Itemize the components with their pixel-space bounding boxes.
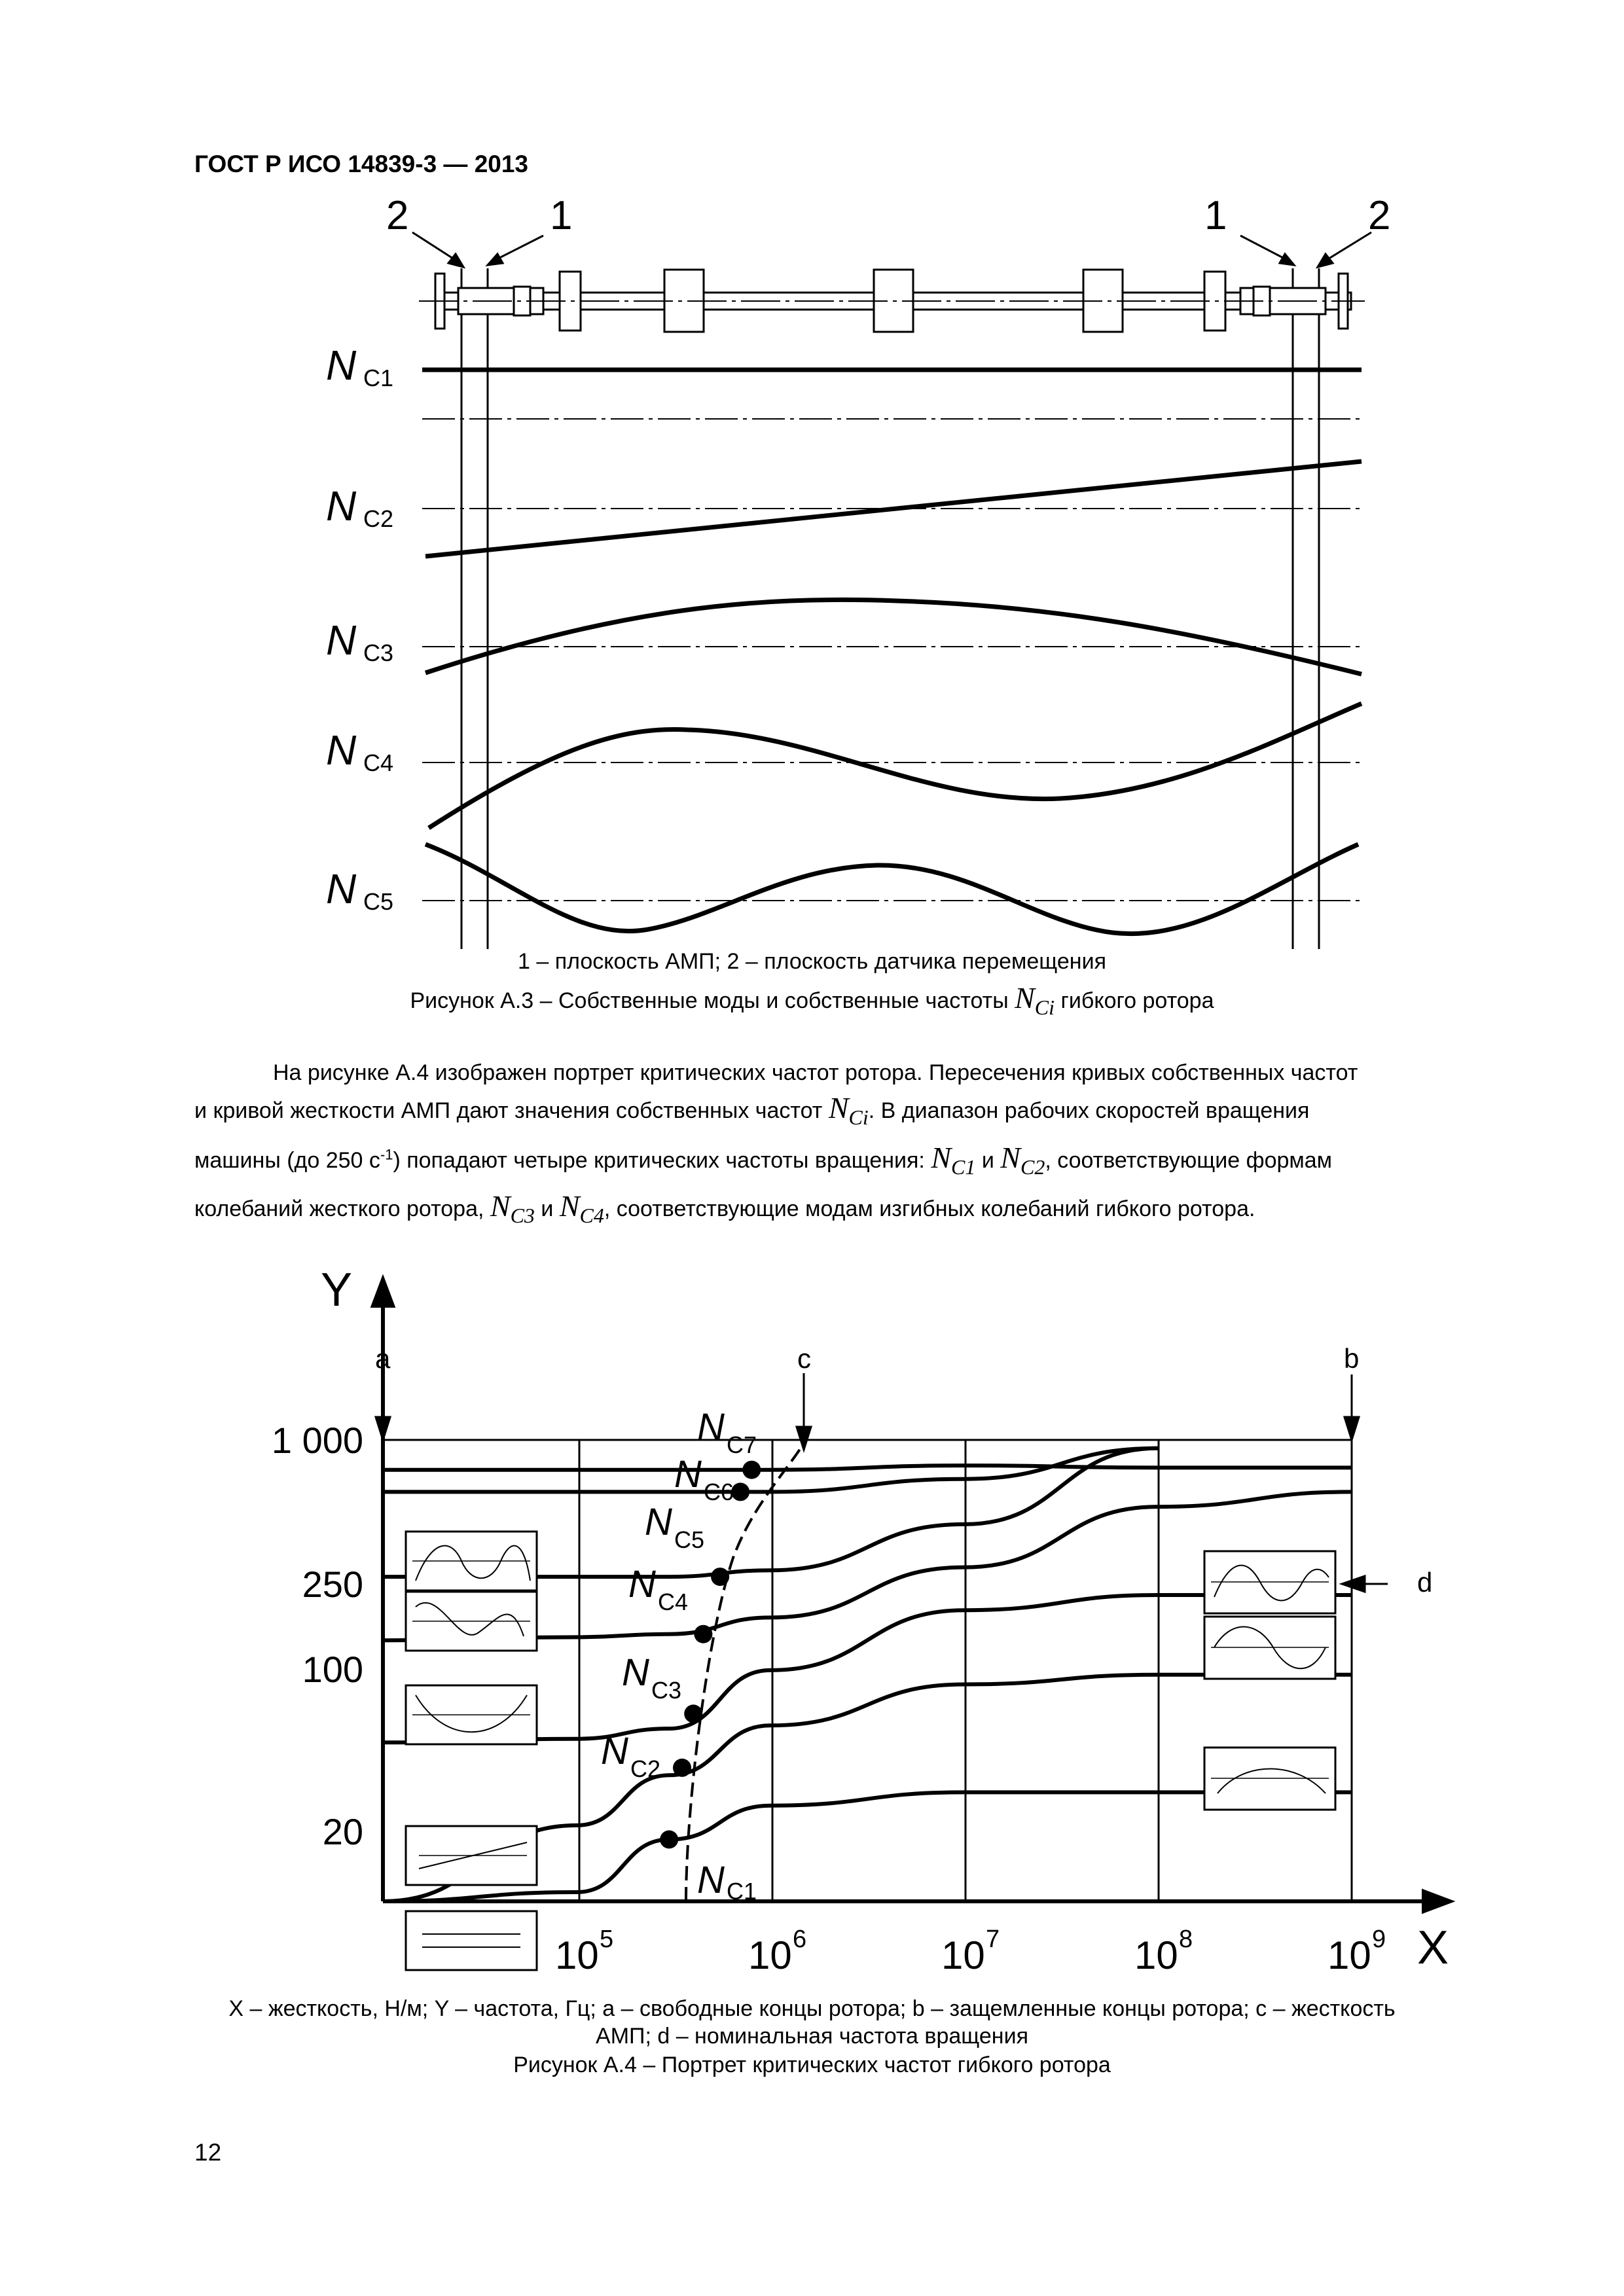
p3-symbol-1: $N_{C1}$ [931,1141,976,1179]
figure-a4-legend-line-1: X – жесткость, Н/м; Y – частота, Гц; a – свободные концы ротора; b – защемленные концы ротора; c – жесткость [228,1996,1396,2021]
inset-left-nc1 [406,1911,537,1970]
x-tick-1e8-base: 10 [1134,1933,1178,1977]
caption-symbol-n: N [1015,981,1035,1014]
p3-text-b: ) попадают четыре критических частоты вращения: [393,1148,925,1173]
p3-text-c: , соответствующие формам [1045,1148,1333,1173]
curve-labels [601,1406,757,1905]
curve-label-nc7: N [697,1406,725,1448]
curve-label-nc4-sub: C4 [658,1588,689,1615]
intersection-points [660,1461,761,1849]
mode-label-nc2-sub: C2 [363,505,394,532]
p2-symbol: $N_{Ci}$ [828,1091,869,1129]
x-tick-1e7-exp: 7 [986,1926,1000,1953]
figure-a3-caption-tail: гибкого ротора [1060,988,1214,1013]
mode-label-nc4-n: N [326,726,357,774]
figure-a4-legend-line-2: АМП; d – номинальная частота вращения [596,2024,1028,2049]
callout-1-right: 1 [1204,193,1227,238]
callout-2-right: 2 [1368,193,1391,238]
x-tick-1e5-exp: 5 [600,1926,614,1953]
p3-and: и [981,1148,994,1173]
mode-label-nc3-sub: C3 [363,639,394,666]
p4-symbol-2-sub: C4 [579,1204,604,1227]
mode-label-nc1-sub: C1 [363,365,394,391]
figure-a3-legend: 1 – плоскость АМП; 2 – плоскость датчика перемещения [518,949,1106,974]
p4-symbol-1: $N_{C3}$ [490,1189,535,1227]
y-tick-250: 250 [302,1564,363,1605]
curve-label-nc2: N [601,1730,628,1772]
intersection-nc4 [694,1625,712,1643]
x-tick-1e6-base: 10 [748,1933,792,1977]
curve-label-nc4: N [628,1563,656,1605]
marker-a: a [375,1343,391,1374]
p3-symbol-2: $N_{C2}$ [1000,1141,1045,1179]
y-tick-20: 20 [322,1811,363,1852]
marker-b: b [1344,1343,1360,1374]
curve-label-nc3: N [622,1651,649,1694]
p4-and: и [541,1196,554,1221]
curve-label-nc6-sub: C6 [704,1479,734,1505]
x-axis-arrow [1424,1892,1450,1911]
mode-label-nc1-n: N [326,342,357,389]
x-axis-label: X [1417,1922,1449,1974]
intersection-nc6 [731,1482,749,1501]
curve-label-nc2-sub: C2 [630,1755,661,1782]
callout-1-left: 1 [550,193,573,238]
curve-label-nc1-sub: C1 [727,1878,757,1905]
intersection-nc2 [673,1759,691,1777]
mode-inset-boxes [406,1532,1335,1970]
curve-label-nc3-sub: C3 [651,1677,682,1704]
document-header: ГОСТ Р ИСО 14839-3 — 2013 [194,151,529,177]
curve-label-nc7-sub: C7 [727,1431,757,1458]
p3-symbol-2-sub: C2 [1020,1155,1045,1179]
marker-d: d [1417,1567,1433,1598]
intersection-nc1 [660,1831,678,1849]
p4-symbol-2: $N_{C4}$ [559,1189,604,1227]
intersection-nc3 [684,1704,702,1723]
x-tick-1e7-base: 10 [941,1933,985,1977]
mode-label-nc3-n: N [326,617,357,664]
mode-label-nc5-sub: C5 [363,888,394,915]
page-number: 12 [194,2139,222,2166]
p2-text-a: и кривой жесткости АМП дают значения собственных частот [194,1098,823,1123]
marker-c: c [797,1343,811,1374]
intersection-nc7 [742,1461,761,1479]
paragraph-line-1: На рисунке А.4 изображен портрет критических частот ротора. Пересечения кривых собственных частот [273,1060,1358,1085]
caption-symbol-sub: Ci [1034,996,1055,1019]
x-tick-1e5-base: 10 [555,1933,599,1977]
intersection-nc5 [711,1568,729,1586]
y-tick-100: 100 [302,1649,363,1690]
x-tick-1e9-base: 10 [1327,1933,1371,1977]
figure-a4-caption: Рисунок А.4 – Портрет критических частот гибкого ротора [513,2053,1111,2077]
curve-label-nc1: N [697,1859,725,1901]
y-axis-label: Y [321,1264,353,1316]
curve-label-nc5: N [645,1501,672,1543]
p2-text-b: . В диапазон рабочих скоростей вращения [868,1098,1310,1123]
p3-sup: -1 [380,1146,393,1163]
p2-symbol-sub: Ci [848,1105,869,1129]
x-ticks [555,1926,1386,1977]
mode-label-nc4-sub: C4 [363,749,394,776]
curve-label-nc6: N [674,1453,702,1496]
x-tick-1e9-exp: 9 [1372,1926,1386,1953]
p4-text-b: , соответствующие модам изгибных колебаний гибкого ротора. [604,1196,1255,1221]
callout-2-left: 2 [386,193,409,238]
curve-nc7 [383,1465,1352,1470]
p3-text-a: машины (до 250 с [194,1148,380,1173]
p3-symbol-1-sub: C1 [951,1155,976,1179]
y-tick-1000: 1 000 [271,1420,363,1461]
x-tick-1e6-exp: 6 [793,1926,807,1953]
mode-label-nc5-n: N [326,865,357,912]
figure-a3-caption-text: Рисунок А.3 – Собственные моды и собственные частоты [410,988,1009,1013]
p4-text-a: колебаний жесткого ротора, [194,1196,484,1221]
p4-symbol-1-sub: C3 [510,1204,535,1227]
y-axis-arrow [373,1280,393,1306]
x-tick-1e8-exp: 8 [1179,1926,1193,1953]
mode-label-nc2-n: N [326,482,357,529]
curve-label-nc5-sub: C5 [674,1526,705,1553]
